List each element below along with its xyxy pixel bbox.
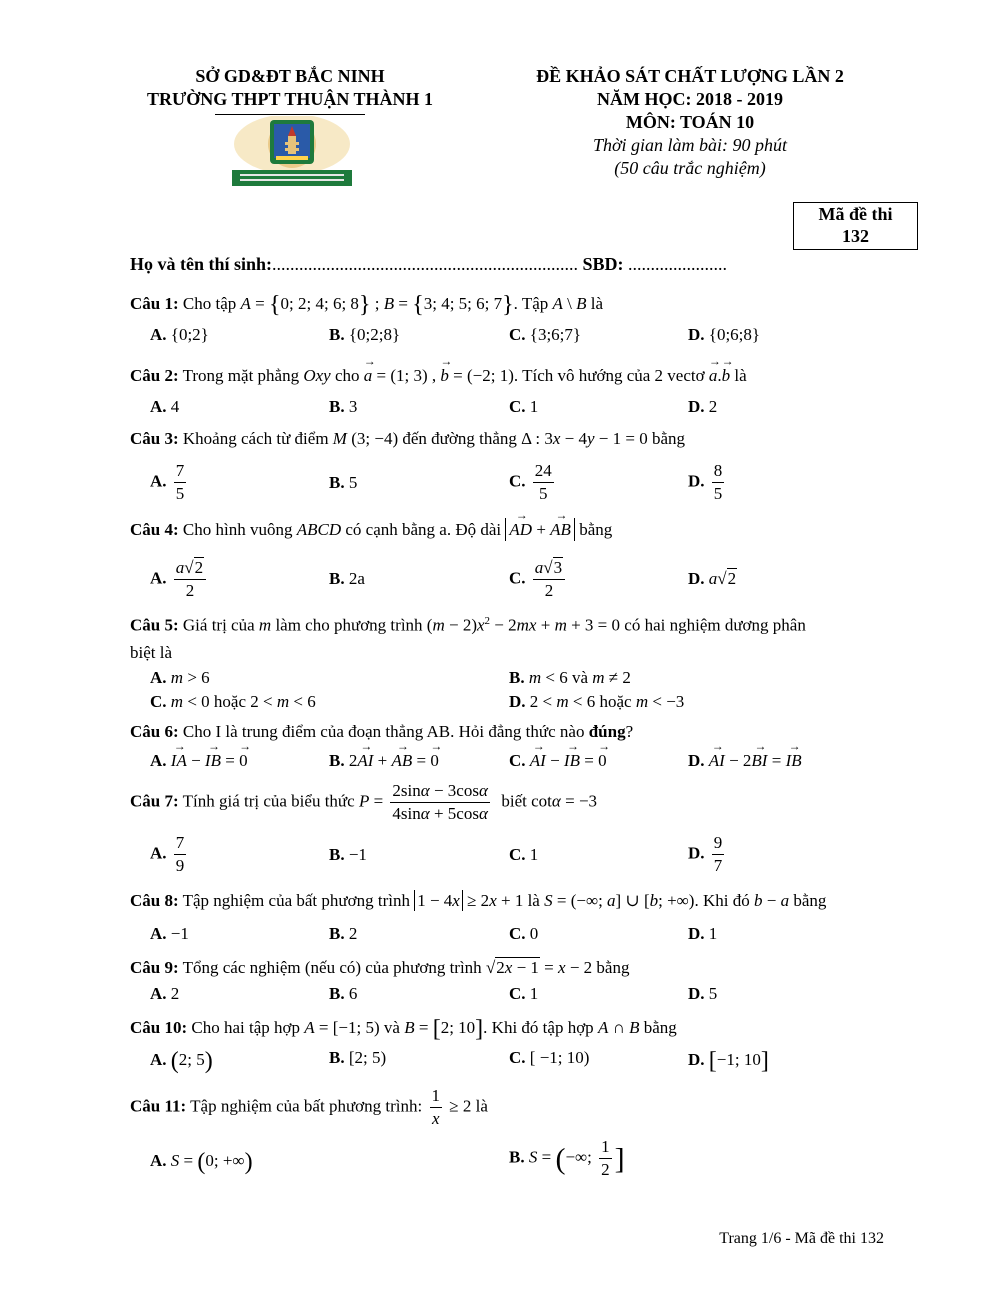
q5-option-d[interactable]: D. 2 < m < 6 hoặc m < −3 xyxy=(509,692,685,711)
q7-option-b[interactable]: B. −1 xyxy=(329,845,367,864)
q7-option-d[interactable]: D. $\frac{9}{7}$ xyxy=(688,833,723,875)
question-1: Câu 1: Cho tập A = {0; 2; 4; 6; 8} ; B = {3; 4; 5; 6; 7}. Tập A \ B là xyxy=(130,292,604,318)
q8-option-b[interactable]: B. 2 xyxy=(329,924,358,943)
exam-code-box xyxy=(793,202,918,250)
q3-option-c[interactable]: C. $\frac{24}{5}$ xyxy=(509,461,552,503)
question-9: Câu 9: Tổng các nghiệm (nếu có) của phương trình √2x − 1 = x − 2 bằng xyxy=(130,958,630,977)
q10-option-a[interactable]: A. (2; 5) xyxy=(150,1048,213,1074)
exam-code-label: Mã đề thi xyxy=(818,204,893,224)
q1-option-b[interactable]: B. {0;2;8} xyxy=(329,325,401,344)
q2-option-c[interactable]: C. 1 xyxy=(509,397,539,416)
q6-option-c[interactable]: C. → AI − → IB = → 0 xyxy=(509,751,607,771)
subject: MÔN: TOÁN 10 xyxy=(625,112,755,132)
q3-option-b[interactable]: B. 5 xyxy=(329,473,358,492)
sbd-label: SBD: xyxy=(582,254,624,274)
q1-option-d[interactable]: D. {0;6;8} xyxy=(688,325,761,344)
question-10: Câu 10: Cho hai tập hợp A = [−1; 5) và B = [2; 10]. Khi đó tập hợp A ∩ B bằng xyxy=(130,1016,677,1042)
q4-option-b[interactable]: B. 2a xyxy=(329,569,365,588)
question-2: Câu 2: Trong mặt phẳng Oxy cho → a = (1; 3) , → b = (−2; 1). Tích vô hướng của 2 vectơ → a.→ b là xyxy=(130,366,747,386)
q5-option-a[interactable]: A. m > 6 xyxy=(150,668,210,687)
q2-option-d[interactable]: D. 2 xyxy=(688,397,718,416)
q10-option-d[interactable]: D. [−1; 10] xyxy=(688,1048,769,1074)
q4-option-a[interactable]: A. $\frac{a√2}{2}$ xyxy=(150,557,209,602)
q2-option-a[interactable]: A. 4 xyxy=(150,397,180,416)
question-5-cont: biệt là xyxy=(130,643,173,662)
q3-option-a[interactable]: A. $\frac{7}{5}$ xyxy=(150,461,185,503)
question-3: Câu 3: Khoảng cách từ điểm M (3; −4) đến đường thẳng Δ : 3x − 4y − 1 = 0 bằng xyxy=(130,429,686,448)
name-label: Họ và tên thí sinh: xyxy=(130,254,273,274)
question-11: Câu 11: Tập nghiệm của bất phương trình: $\frac{1}{x}$ ≥ 2 là xyxy=(130,1086,488,1128)
header-underline xyxy=(215,114,365,115)
question-count: (50 câu trắc nghiệm) xyxy=(614,158,766,178)
q10-option-c[interactable]: C. [ −1; 10) xyxy=(509,1048,590,1067)
duration: Thời gian làm bài: 90 phút xyxy=(592,135,788,155)
q1-option-c[interactable]: C. {3;6;7} xyxy=(509,325,582,344)
q10-option-b[interactable]: B. [2; 5) xyxy=(329,1048,387,1067)
question-4: Câu 4: Cho hình vuông ABCD có cạnh bằng a. Độ dài → AD + → AB bằng xyxy=(130,520,612,540)
school-logo xyxy=(232,116,352,186)
exam-code-value: 132 xyxy=(842,226,869,246)
q5-option-c[interactable]: C. m < 0 hoặc 2 < m < 6 xyxy=(150,692,316,711)
question-8: Câu 8: Tập nghiệm của bất phương trình 1 − 4x ≥ 2x + 1 là S = (−∞; a] ∪ [b; +∞). Khi đó b − a bằng xyxy=(130,891,827,910)
school-year: NĂM HỌC: 2018 - 2019 xyxy=(597,89,783,109)
question-6: Câu 6: Cho I là trung điểm của đoạn thẳng AB. Hỏi đẳng thức nào đúng? xyxy=(130,722,634,741)
q6-option-d[interactable]: D. → AI − 2→ BI = → IB xyxy=(688,751,802,771)
q6-option-b[interactable]: B. 2→ AI + → AB = → 0 xyxy=(329,751,439,771)
q4-option-d[interactable]: D. a√2 xyxy=(688,569,737,588)
exam-title: ĐỀ KHẢO SÁT CHẤT LƯỢNG LẦN 2 xyxy=(536,66,844,86)
q8-option-c[interactable]: C. 0 xyxy=(509,924,539,943)
q1-option-a[interactable]: A. {0;2} xyxy=(150,325,209,344)
name-field[interactable]: .................................................................... xyxy=(272,254,579,274)
q8-option-a[interactable]: A. −1 xyxy=(150,924,189,943)
q9-option-c[interactable]: C. 1 xyxy=(509,984,539,1003)
candidate-line xyxy=(130,254,727,275)
q9-option-d[interactable]: D. 5 xyxy=(688,984,718,1003)
q2-option-b[interactable]: B. 3 xyxy=(329,397,358,416)
q9-option-b[interactable]: B. 6 xyxy=(329,984,358,1003)
q6-option-a[interactable]: A. → IA − → IB = → 0 xyxy=(150,751,248,771)
school-name: TRƯỜNG THPT THUẬN THÀNH 1 xyxy=(146,89,434,109)
q7-option-c[interactable]: C. 1 xyxy=(509,845,539,864)
q8-option-d[interactable]: D. 1 xyxy=(688,924,718,943)
page-footer: Trang 1/6 - Mã đề thi 132 xyxy=(719,1230,884,1247)
q4-option-c[interactable]: C. $\frac{a√3}{2}$ xyxy=(509,557,568,602)
department-name: SỞ GD&ĐT BẮC NINH xyxy=(195,66,385,86)
q11-option-b[interactable]: B. S = (−∞; $\frac{1}{2}$ ] xyxy=(509,1137,625,1179)
q11-option-a[interactable]: A. S = (0; +∞) xyxy=(150,1149,253,1175)
q5-option-b[interactable]: B. m < 6 và m ≠ 2 xyxy=(509,668,631,687)
sbd-field[interactable]: ...................... xyxy=(628,254,728,274)
question-7: Câu 7: Tính giá trị của biểu thức P = $\frac{2\sin\alpha - 3\cos\alpha}{4\sin\alpha + 5\cos\alpha}$ biết cotα = −3 xyxy=(130,781,598,823)
q7-option-a[interactable]: A. $\frac{7}{9}$ xyxy=(150,833,185,875)
q3-option-d[interactable]: D. $\frac{8}{5}$ xyxy=(688,461,723,503)
q9-option-a[interactable]: A. 2 xyxy=(150,984,180,1003)
question-5: Câu 5: Giá trị của m làm cho phương trình $(m - 2)x^2 - 2mx + m + 3 = 0$ có hai nghiệm dương phân xyxy=(130,615,806,635)
